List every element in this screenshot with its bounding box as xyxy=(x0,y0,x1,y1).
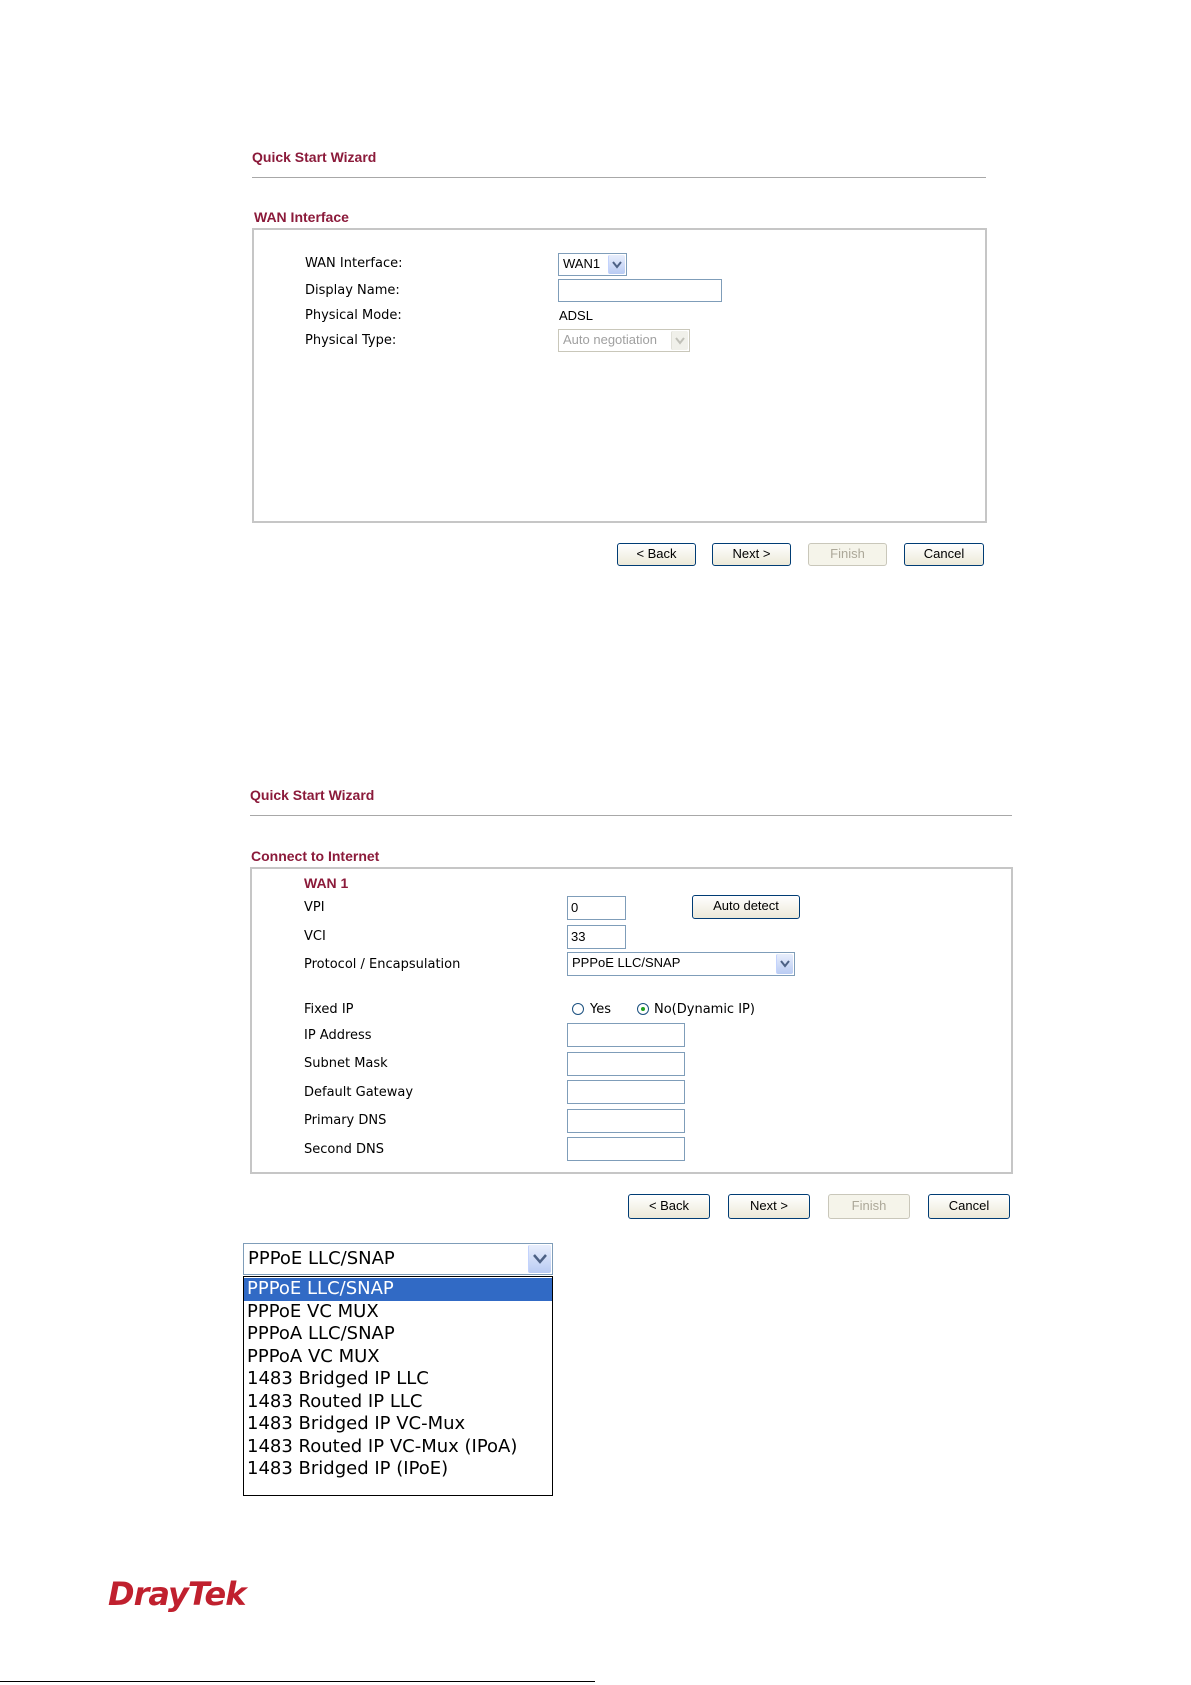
fixed-ip-no-label[interactable]: No(Dynamic IP) xyxy=(654,1002,755,1017)
protocol-select-value: PPPoE LLC/SNAP xyxy=(572,955,681,970)
chevron-down-icon xyxy=(608,255,625,274)
wizard1-divider xyxy=(252,177,986,178)
chevron-down-icon xyxy=(528,1245,551,1273)
fixed-ip-yes-label[interactable]: Yes xyxy=(590,1002,611,1017)
ip-address-label: IP Address xyxy=(304,1028,372,1043)
connect-internet-section-title: Connect to Internet xyxy=(251,848,380,864)
wizard2-title: Quick Start Wizard xyxy=(250,787,375,803)
wan-interface-select[interactable] xyxy=(558,253,627,276)
protocol-select[interactable] xyxy=(567,952,795,976)
physical-mode-label: Physical Mode: xyxy=(305,308,402,323)
vpi-label: VPI xyxy=(304,900,325,915)
ip-address-input[interactable] xyxy=(567,1023,685,1047)
auto-detect-button[interactable]: Auto detect xyxy=(692,895,800,919)
physical-mode-value: ADSL xyxy=(559,308,593,323)
vci-input[interactable]: 33 xyxy=(567,925,626,949)
next-button[interactable]: Next > xyxy=(712,543,791,566)
option-pppoa-llc-snap[interactable]: PPPoA LLC/SNAP xyxy=(247,1323,395,1344)
wizard1-title: Quick Start Wizard xyxy=(252,149,377,165)
chevron-down-icon xyxy=(776,954,793,974)
option-pppoe-vc-mux[interactable]: PPPoE VC MUX xyxy=(247,1300,379,1322)
vpi-input[interactable]: 0 xyxy=(567,896,626,920)
fixed-ip-label: Fixed IP xyxy=(304,1002,354,1017)
radio-selected-dot xyxy=(641,1007,645,1011)
encapsulation-select-value: PPPoE LLC/SNAP xyxy=(248,1248,395,1269)
finish-button: Finish xyxy=(808,543,887,566)
option-1483-bridged-ip-llc[interactable]: 1483 Bridged IP LLC xyxy=(247,1368,429,1389)
cancel-button[interactable]: Cancel xyxy=(904,543,984,566)
option-pppoe-llc-snap[interactable]: PPPoE LLC/SNAP xyxy=(244,1278,552,1301)
vci-label: VCI xyxy=(304,929,326,944)
physical-type-select-value: Auto negotiation xyxy=(563,332,657,347)
physical-type-select xyxy=(558,329,690,352)
option-1483-bridged-ip-vc-mux[interactable]: 1483 Bridged IP VC-Mux xyxy=(247,1413,466,1434)
back-button[interactable]: < Back xyxy=(617,543,696,566)
wan-interface-select-value: WAN1 xyxy=(563,256,601,271)
default-gateway-input[interactable] xyxy=(567,1080,685,1104)
encapsulation-options-list[interactable] xyxy=(243,1276,553,1496)
fixed-ip-no-radio[interactable] xyxy=(637,1003,649,1015)
primary-dns-input[interactable] xyxy=(567,1109,685,1133)
cancel-button[interactable]: Cancel xyxy=(928,1194,1010,1219)
fixed-ip-yes-radio[interactable] xyxy=(572,1003,584,1015)
option-1483-bridged-ip-ipoe[interactable]: 1483 Bridged IP (IPoE) xyxy=(247,1458,449,1479)
wan-interface-label: WAN Interface: xyxy=(305,256,403,271)
subnet-mask-label: Subnet Mask xyxy=(304,1056,388,1071)
display-name-label: Display Name: xyxy=(305,283,400,298)
chevron-down-icon xyxy=(671,331,688,350)
default-gateway-label: Default Gateway xyxy=(304,1085,414,1100)
finish-button: Finish xyxy=(828,1194,910,1219)
wan-interface-section-title: WAN Interface xyxy=(254,209,349,225)
protocol-label: Protocol / Encapsulation xyxy=(304,957,461,972)
subnet-mask-input[interactable] xyxy=(567,1052,685,1076)
wizard2-divider xyxy=(250,815,1012,816)
option-pppoa-vc-mux[interactable]: PPPoA VC MUX xyxy=(247,1345,380,1367)
physical-type-label: Physical Type: xyxy=(305,333,397,348)
footer-rule xyxy=(0,1681,595,1682)
option-1483-routed-ip-llc[interactable]: 1483 Routed IP LLC xyxy=(247,1390,423,1412)
wan1-label: WAN 1 xyxy=(304,875,349,891)
second-dns-label: Second DNS xyxy=(304,1142,384,1157)
encapsulation-select[interactable] xyxy=(243,1243,553,1275)
back-button[interactable]: < Back xyxy=(628,1194,710,1219)
primary-dns-label: Primary DNS xyxy=(304,1113,387,1128)
option-1483-routed-ip-vc-mux-ipoa[interactable]: 1483 Routed IP VC-Mux (IPoA) xyxy=(247,1435,518,1457)
draytek-logo: DrayTek xyxy=(108,1575,246,1613)
next-button[interactable]: Next > xyxy=(728,1194,810,1219)
second-dns-input[interactable] xyxy=(567,1137,685,1161)
display-name-input[interactable] xyxy=(558,279,722,302)
